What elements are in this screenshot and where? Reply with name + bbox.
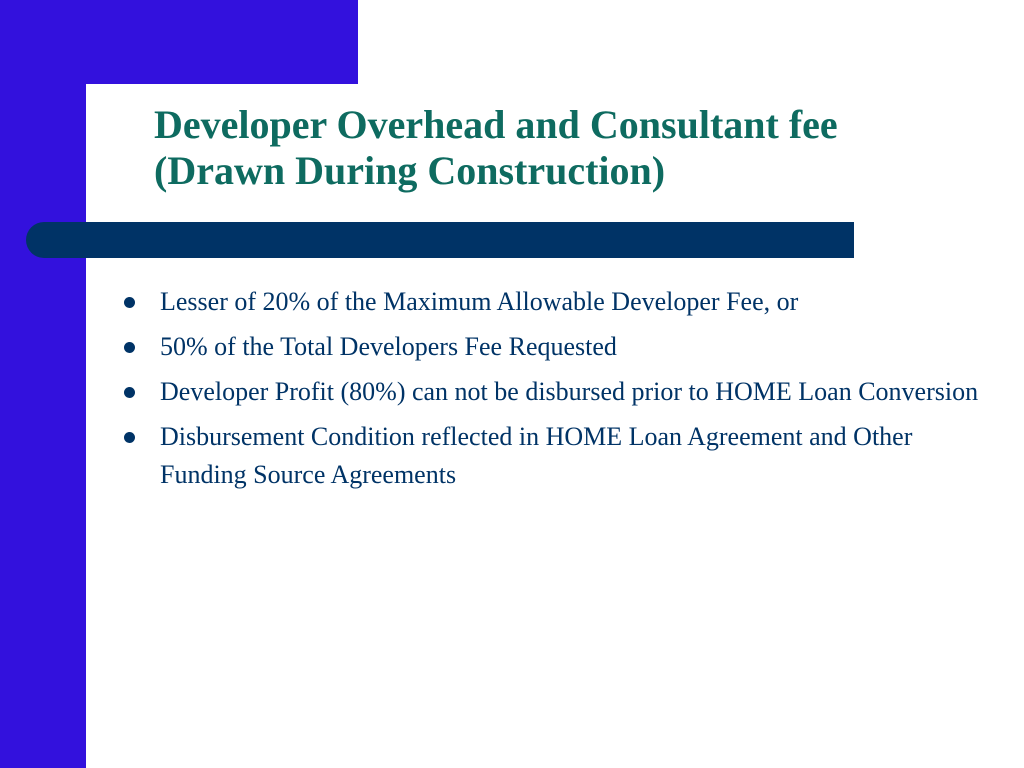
left-accent-band [0, 0, 86, 768]
title-line-2: (Drawn During Construction) [154, 148, 666, 193]
bullet-dot-icon [124, 297, 135, 308]
title-line-1: Developer Overhead and Consultant fee [154, 102, 838, 147]
slide-title [154, 102, 994, 194]
top-accent-block [0, 0, 358, 84]
bullet-text: Developer Profit (80%) can not be disbursed prior to HOME Loan Conversion [160, 377, 979, 406]
bullet-item [124, 418, 1004, 494]
bullet-dot-icon [124, 432, 135, 443]
bullet-item [124, 328, 1004, 366]
bullet-text: Lesser of 20% of the Maximum Allowable Developer Fee, or [160, 287, 799, 316]
bullet-text: 50% of the Total Developers Fee Requested [160, 332, 617, 361]
bullet-list [124, 283, 1004, 501]
bullet-dot-icon [124, 342, 135, 353]
bullet-item [124, 373, 1004, 411]
title-divider-bar [26, 222, 854, 258]
bullet-item [124, 283, 1004, 321]
corner-curve [86, 84, 146, 144]
bullet-text: Disbursement Condition reflected in HOME Loan Agreement and Other Funding Source Agreements [160, 422, 913, 489]
bullet-dot-icon [124, 387, 135, 398]
